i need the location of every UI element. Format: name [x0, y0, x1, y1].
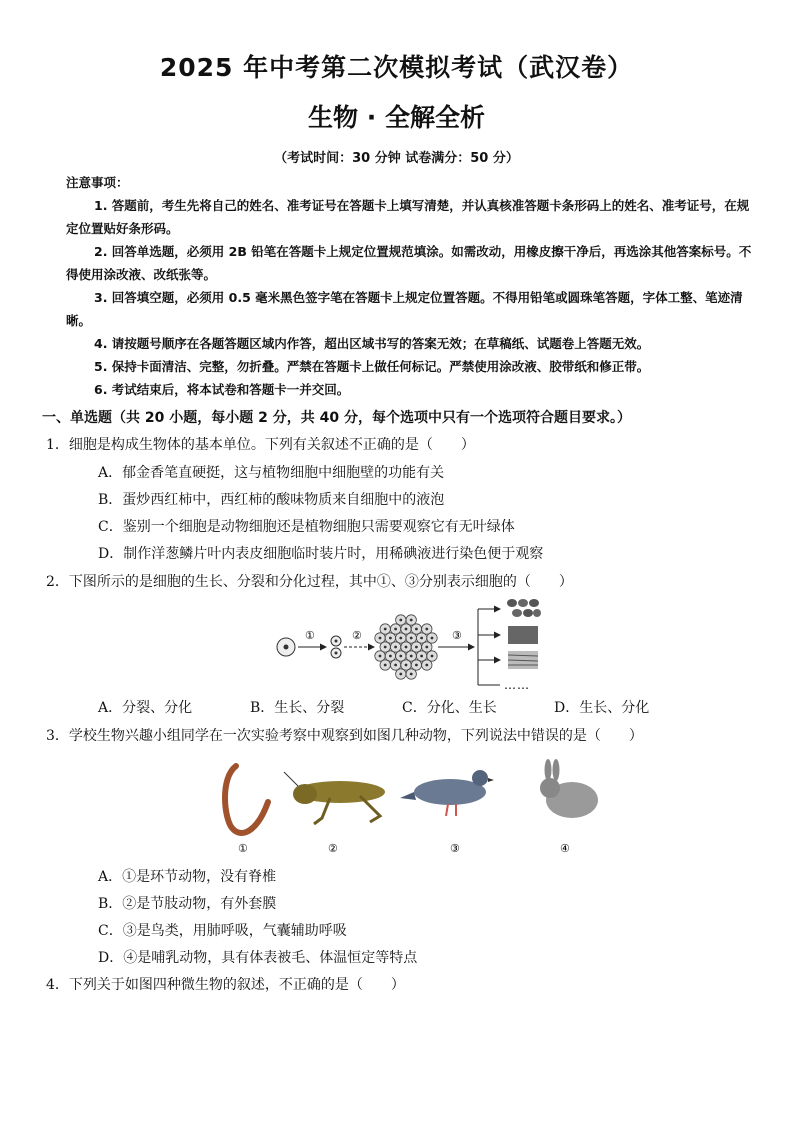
- question-3-option-a: A．①是环节动物，没有脊椎: [98, 869, 277, 885]
- note-item: 4. 请按题号顺序在各题答题区域内作答，超出区域书写的答案无效；在草稿纸、试题卷上答题无效。: [94, 336, 650, 351]
- question-3-stem: 3．学校生物兴趣小组同学在一次实验考察中观察到如图几种动物，下列说法中错误的是（ ）: [46, 728, 643, 744]
- section-heading: 一、单选题（共 20 小题，每小题 2 分，共 40 分，每个选项中只有一个选项符合题目要求。）: [42, 410, 631, 426]
- question-2-stem: 2．下图所示的是细胞的生长、分裂和分化过程，其中①、③分别表示细胞的（ ）: [46, 574, 573, 590]
- cell-nucleus: [384, 664, 387, 667]
- more-types-dots: ……: [504, 678, 530, 689]
- cell-nucleus: [420, 655, 423, 658]
- notes-heading: 注意事项：: [66, 175, 129, 190]
- cell-cluster: [375, 615, 437, 679]
- cell-nucleus: [399, 655, 402, 658]
- cell-nucleus: [425, 664, 428, 667]
- tissue-type-1: [507, 599, 541, 617]
- question-2-option-b: B．生长、分裂: [250, 700, 345, 716]
- cell-nucleus: [384, 628, 387, 631]
- cell-nucleus: [431, 655, 434, 658]
- cell-nucleus: [415, 664, 418, 667]
- question-4-stem: 4．下列关于如图四种微生物的叙述，不正确的是（ ）: [46, 977, 405, 993]
- cell-nucleus: [394, 628, 397, 631]
- animals-figure: [210, 758, 610, 858]
- cell-nucleus: [405, 664, 408, 667]
- rabbit-image: [540, 759, 598, 818]
- step-label-2: ②: [352, 629, 362, 642]
- tissue-type-3: [508, 651, 538, 669]
- two-cells: [331, 636, 341, 658]
- exam-meta: （考试时间：30 分钟 试卷满分：50 分）: [274, 151, 519, 166]
- note-item: 1. 答题前，考生先将自己的姓名、准考证号在答题卡上填写清楚，并认真核准答题卡条形码上的姓名、准考证号，在规定位置贴好条形码。: [66, 198, 750, 236]
- cell-process-figure: [270, 597, 550, 689]
- cell-nucleus: [425, 628, 428, 631]
- exam-title: 2025 年中考第二次模拟考试（武汉卷）: [159, 53, 634, 82]
- question-3-option-c: C．③是鸟类，用肺呼吸，气囊辅助呼吸: [98, 923, 347, 939]
- cell-nucleus: [415, 646, 418, 649]
- question-3-option-d: D．④是哺乳动物，具有体表被毛、体温恒定等特点: [98, 950, 418, 966]
- cell-nucleus: [415, 628, 418, 631]
- animal-label-3: ③: [450, 842, 460, 855]
- cell-nucleus: [410, 673, 413, 676]
- pigeon-image: [400, 770, 494, 816]
- cell-nucleus: [399, 673, 402, 676]
- question-1-option-b: B．蛋炒西红柿中，西红柿的酸味物质来自细胞中的液泡: [98, 492, 445, 508]
- animal-label-1: ①: [238, 842, 248, 855]
- cell-nucleus: [410, 637, 413, 640]
- animal-label-4: ④: [560, 842, 570, 855]
- question-2-option-c: C．分化、生长: [402, 700, 497, 716]
- exam-subtitle: 生物 · 全解全析: [308, 103, 485, 132]
- notes-block: [66, 171, 756, 401]
- cell-nucleus: [384, 646, 387, 649]
- cell-nucleus: [425, 646, 428, 649]
- step-label-1: ①: [305, 629, 315, 642]
- animal-label-2: ②: [328, 842, 338, 855]
- cell-nucleus: [405, 628, 408, 631]
- cell-nucleus: [389, 655, 392, 658]
- tissue-type-2: [508, 626, 538, 644]
- single-cell: [277, 638, 295, 656]
- cell-nucleus: [394, 664, 397, 667]
- note-item: 2. 回答单选题，必须用 2B 铅笔在答题卡上规定位置规范填涂。如需改动，用橡皮擦干净后，再选涂其他答案标号。不得使用涂改液、改纸张等。: [66, 244, 752, 282]
- grasshopper-image: [284, 772, 385, 824]
- earthworm-image: [225, 766, 268, 833]
- cell-nucleus: [431, 637, 434, 640]
- cell-nucleus: [420, 637, 423, 640]
- cell-nucleus: [405, 646, 408, 649]
- question-1-option-d: D．制作洋葱鳞片叶内表皮细胞临时装片时，用稀碘液进行染色便于观察: [98, 546, 544, 562]
- question-1-option-c: C．鉴别一个细胞是动物细胞还是植物细胞只需要观察它有无叶绿体: [98, 519, 515, 535]
- cell-nucleus: [379, 655, 382, 658]
- cell-nucleus: [394, 646, 397, 649]
- question-1-option-a: A．郁金香笔直硬挺，这与植物细胞中细胞壁的功能有关: [98, 465, 445, 481]
- cell-nucleus: [410, 619, 413, 622]
- step-label-3: ③: [452, 629, 462, 642]
- question-2-option-a: A．分裂、分化: [98, 700, 193, 716]
- cell-nucleus: [389, 637, 392, 640]
- note-item: 6. 考试结束后，将本试卷和答题卡一并交回。: [94, 382, 350, 397]
- question-2-option-d: D．生长、分化: [554, 700, 650, 716]
- cell-nucleus: [379, 637, 382, 640]
- question-1-stem: 1．细胞是构成生物体的基本单位。下列有关叙述不正确的是（ ）: [46, 437, 475, 453]
- cell-nucleus: [410, 655, 413, 658]
- note-item: 5. 保持卡面清洁、完整，勿折叠。严禁在答题卡上做任何标记。严禁使用涂改液、胶带纸和修正带。: [94, 359, 650, 374]
- cell-nucleus: [399, 637, 402, 640]
- question-3-option-b: B．②是节肢动物，有外套膜: [98, 896, 277, 912]
- note-item: 3. 回答填空题，必须用 0.5 毫米黑色签字笔在答题卡上规定位置答题。不得用铅笔或圆珠笔答题，字体工整、笔迹清晰。: [66, 290, 743, 328]
- cell-nucleus: [399, 619, 402, 622]
